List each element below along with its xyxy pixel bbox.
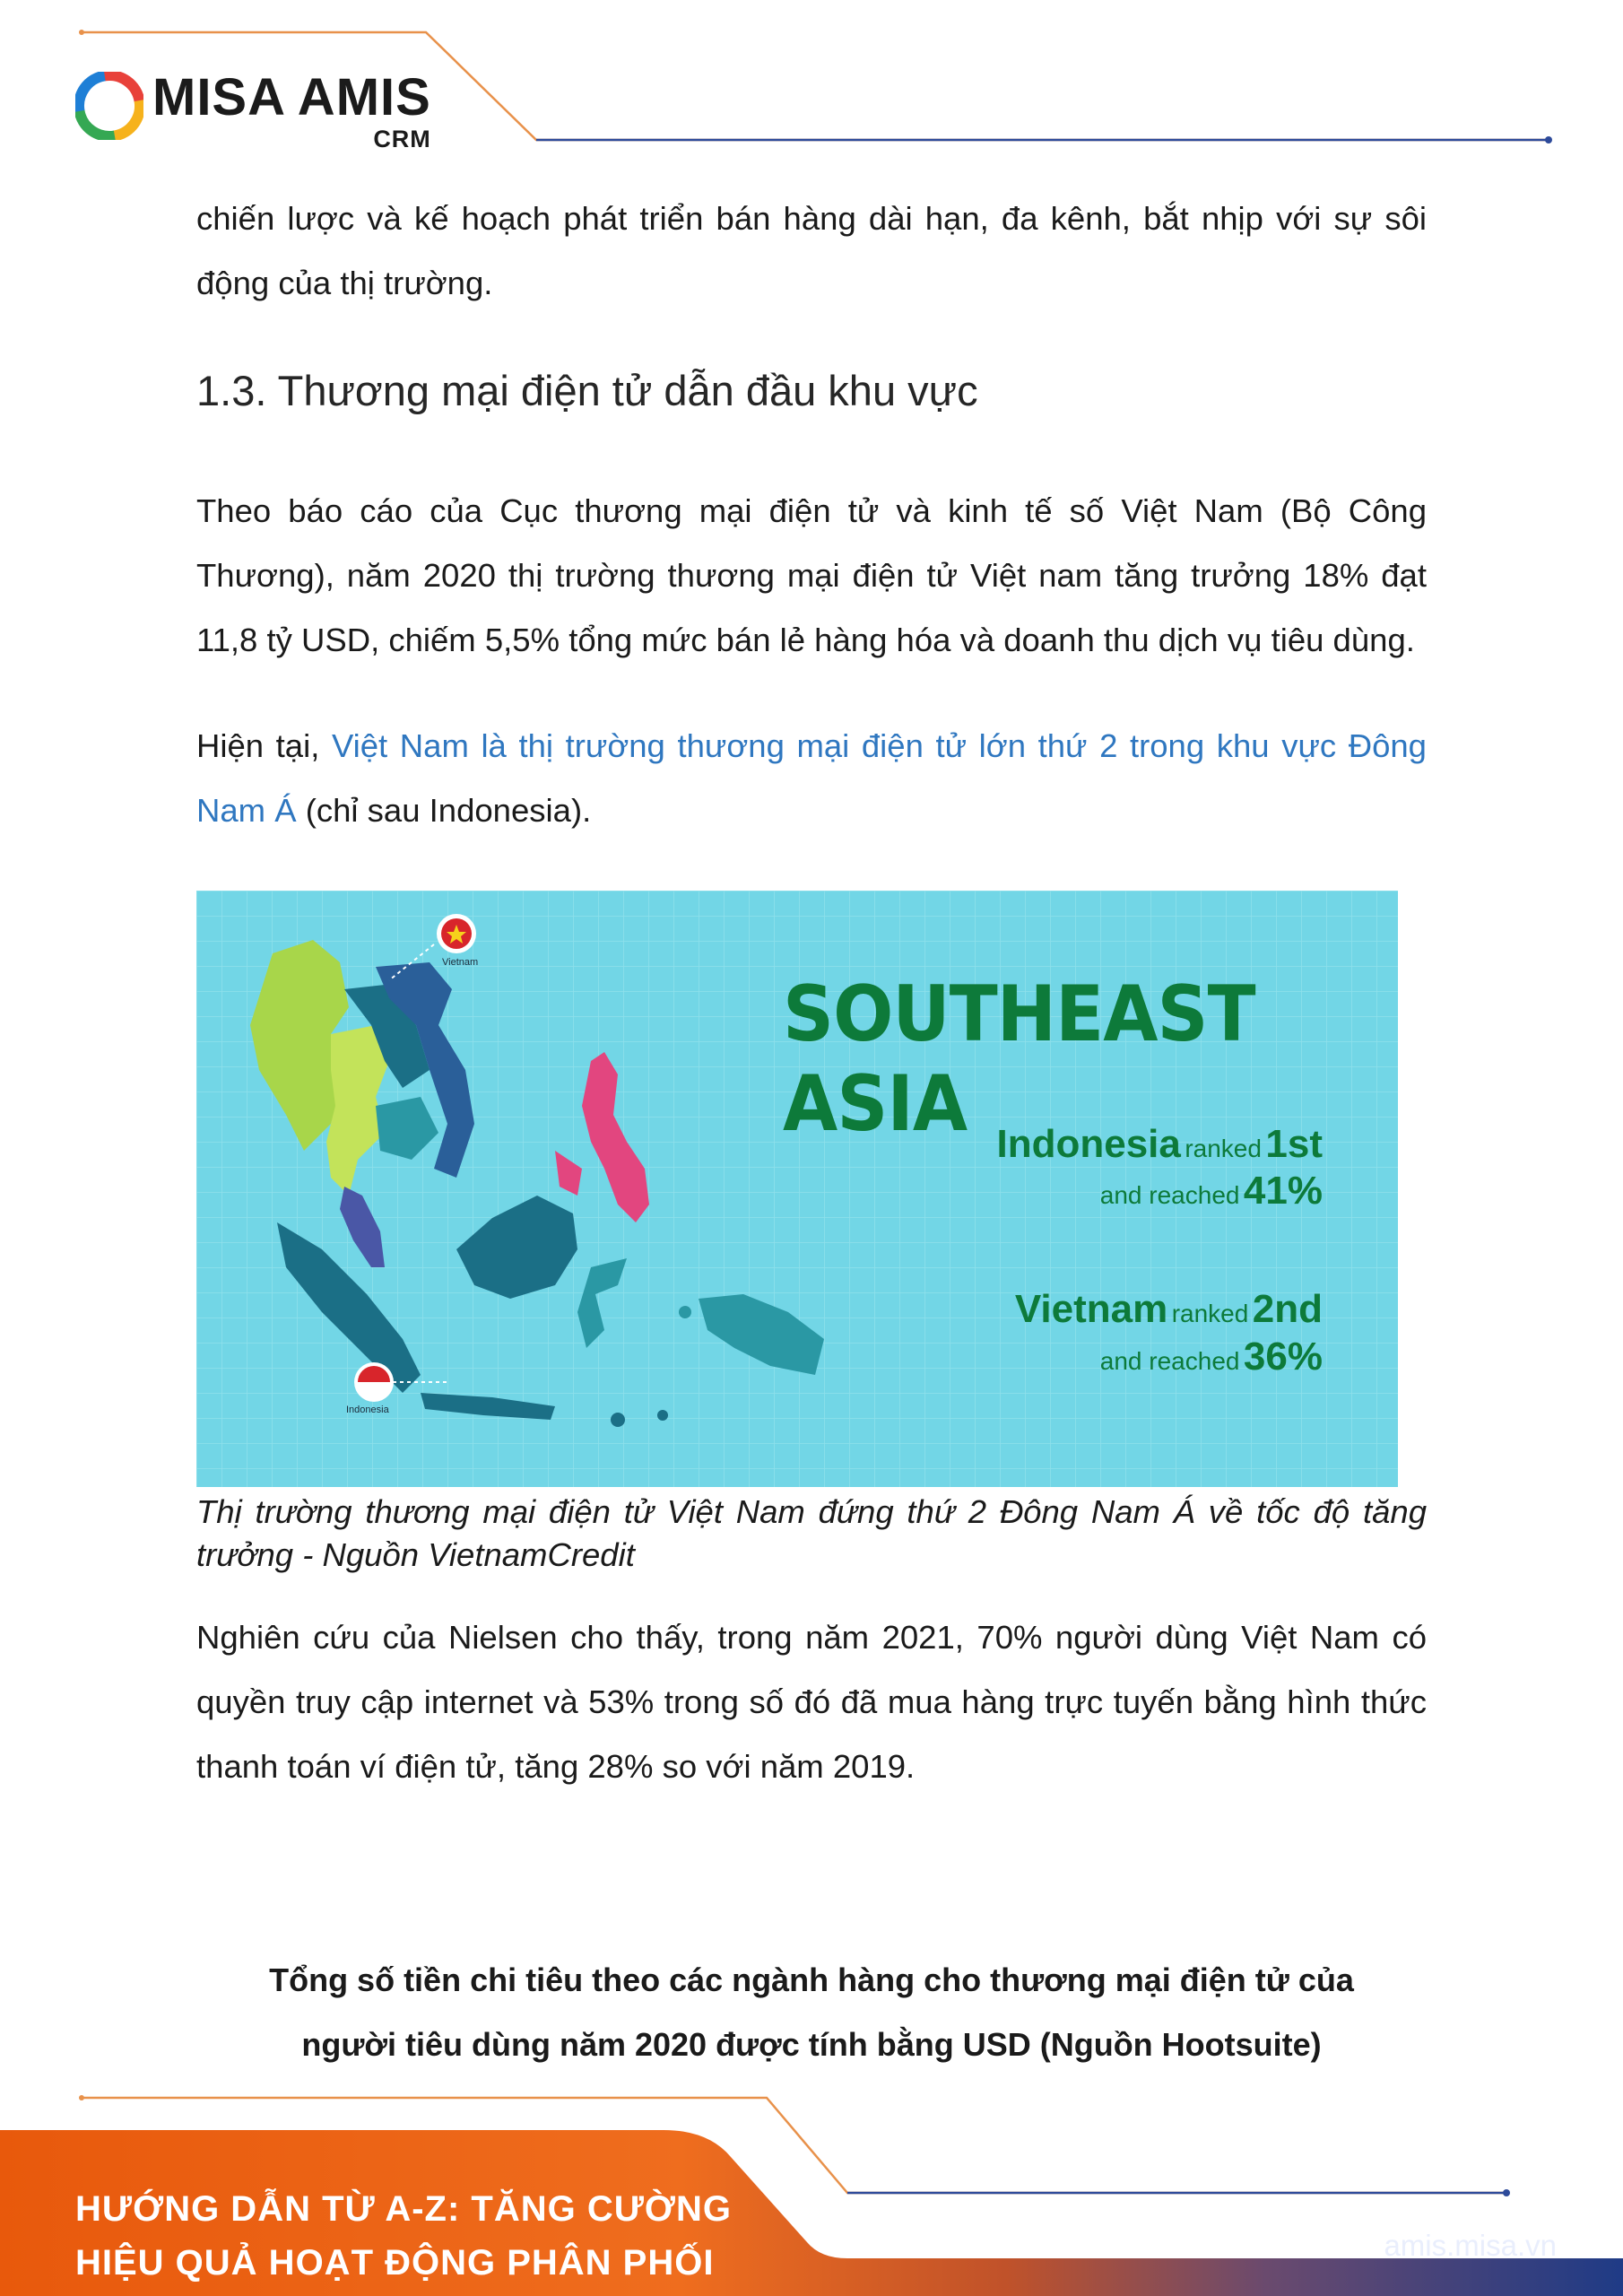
stat1-ranked: ranked xyxy=(1185,1135,1262,1162)
table-title xyxy=(196,1948,1427,2077)
stat2-line1 xyxy=(1015,1287,1323,1332)
stat1-country: Indonesia xyxy=(996,1122,1181,1166)
infographic-title: SOUTHEAST ASIA xyxy=(783,970,1255,1149)
table-title-line2: người tiêu dùng năm 2020 được tính bằng USD (Nguồn Hootsuite) xyxy=(301,2026,1322,2063)
stat1-reached: and reached xyxy=(1099,1181,1240,1209)
stat2-reached: and reached xyxy=(1099,1347,1240,1375)
stat2-ranked: ranked xyxy=(1171,1300,1249,1327)
section-heading: 1.3. Thương mại điện tử dẫn đầu khu vực xyxy=(196,367,978,414)
stat2-rank: 2nd xyxy=(1252,1287,1323,1331)
paragraph-report: Theo báo cáo của Cục thương mại điện tử và kinh tế số Việt Nam (Bộ Công Thương), năm 2020 thị trường thương mại điện tử Việt nam tăng trưởng 18% đạt 11,8 tỷ USD, chiếm 5,5% tổng mức bán lẻ hàng hóa và doanh thu dịch vụ tiêu dùng. xyxy=(196,492,1427,658)
stat1-line1 xyxy=(997,1122,1324,1167)
stat1-value: 41% xyxy=(1243,1169,1323,1213)
page-footer xyxy=(0,2085,1623,2296)
stat1-line2 xyxy=(1100,1169,1323,1213)
stat2-line2 xyxy=(1100,1335,1323,1379)
paragraph-current-prefix: Hiện tại, xyxy=(196,727,332,764)
brand-name: MISA AMIS xyxy=(152,68,431,126)
southeast-asia-infographic xyxy=(196,891,1398,1487)
stat1-rank: 1st xyxy=(1265,1122,1323,1166)
stat2-country: Vietnam xyxy=(1014,1287,1168,1331)
paragraph-current-suffix: (chỉ sau Indonesia). xyxy=(296,792,592,829)
table-title-line1: Tổng số tiền chi tiêu theo các ngành hàng cho thương mại điện tử của xyxy=(269,1961,1354,1998)
footer-url-link[interactable]: amis.misa.vn xyxy=(1384,2229,1557,2262)
footer-title-line1: HƯỚNG DẪN TỪ A-Z: TĂNG CƯỜNG xyxy=(75,2189,733,2229)
product-name: CRM xyxy=(373,126,431,152)
paragraph-current xyxy=(196,714,1427,843)
stat2-value: 36% xyxy=(1243,1335,1323,1378)
vietnam-second-link[interactable]: Việt Nam là thị trường thương mại điện tử lớn thứ 2 trong khu vực Đông Nam Á xyxy=(196,727,1427,829)
page-header xyxy=(0,0,1623,170)
indonesia-flag-label: Indonesia xyxy=(346,1405,389,1415)
image-caption: Thị trường thương mại điện tử Việt Nam đứng thứ 2 Đông Nam Á về tốc độ tăng trưởng - Nguồn VietnamCredit xyxy=(196,1493,1427,1573)
paragraph-continued: chiến lược và kế hoạch phát triển bán hàng dài hạn, đa kênh, bắt nhịp với sự sôi động của thị trường. xyxy=(196,200,1427,301)
misa-logo-icon xyxy=(75,72,143,140)
footer-title-line2: HIỆU QUẢ HOẠT ĐỘNG PHÂN PHỐI xyxy=(75,2243,715,2283)
brand-logo[interactable] xyxy=(75,68,431,161)
vietnam-flag-label: Vietnam xyxy=(442,957,479,968)
paragraph-nielsen: Nghiên cứu của Nielsen cho thấy, trong năm 2021, 70% người dùng Việt Nam có quyền truy cập internet và 53% trong số đó đã mua hàng trực tuyến bằng hình thức thanh toán ví điện tử, tăng 28% so với năm 2019. xyxy=(196,1619,1427,1785)
footer-title xyxy=(75,2182,732,2290)
